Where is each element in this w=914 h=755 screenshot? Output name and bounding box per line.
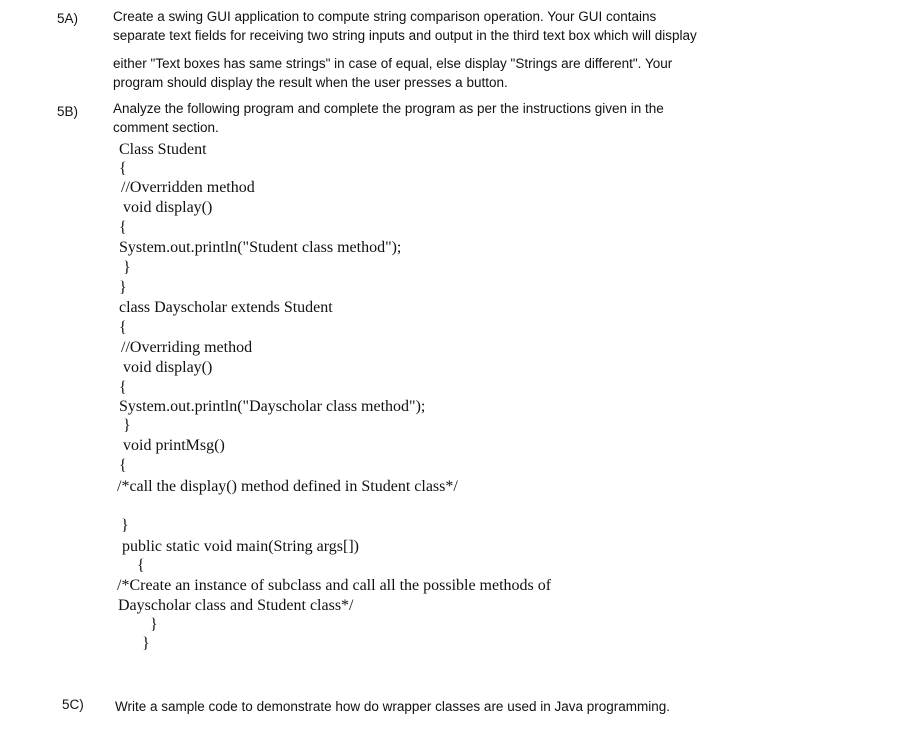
question-5a-line-1: Create a swing GUI application to compute string comparison operation. Your GUI contains: [113, 9, 657, 24]
code-line: }: [150, 616, 158, 633]
code-line: void printMsg(): [123, 437, 225, 454]
question-5a-text: [113, 7, 697, 45]
code-line: void display(): [123, 199, 213, 216]
code-line: {: [119, 379, 127, 396]
code-line: System.out.println("Dayscholar class method");: [119, 398, 426, 415]
question-5a-line-3: either "Text boxes has same strings" in case of equal, else display "Strings are different". Your: [113, 56, 673, 71]
code-line: {: [137, 557, 145, 574]
code-comment: /*call the display() method defined in Student class*/: [117, 478, 458, 495]
code-line: }: [121, 517, 129, 534]
code-line: void display(): [123, 359, 213, 376]
question-5c-number: 5C): [62, 697, 84, 712]
code-line: {: [119, 319, 127, 336]
code-line: System.out.println("Student class method");: [119, 239, 402, 256]
question-5a-number: 5A): [57, 11, 79, 26]
question-5a-text-continued: [113, 54, 672, 92]
code-line: {: [119, 457, 127, 474]
question-5a-line-4: program should display the result when the user presses a button.: [113, 75, 508, 90]
code-comment: //Overriding method: [121, 339, 253, 356]
code-comment: Dayscholar class and Student class*/: [118, 597, 354, 614]
code-line: }: [119, 279, 127, 296]
code-line: }: [123, 259, 131, 276]
question-5b-number: 5B): [57, 104, 79, 119]
code-line: public static void main(String args[]): [122, 538, 359, 555]
code-line: }: [142, 635, 150, 652]
question-5c-text: Write a sample code to demonstrate how do wrapper classes are used in Java programming.: [115, 699, 671, 714]
code-line: {: [119, 219, 127, 236]
code-line: Class Student: [119, 141, 207, 158]
question-5b-text: [113, 99, 664, 137]
code-line: }: [123, 417, 131, 434]
question-5a-line-2: separate text fields for receiving two string inputs and output in the third text box which will display: [113, 28, 697, 43]
question-5b-line-1: Analyze the following program and complete the program as per the instructions given in the: [113, 101, 664, 116]
code-line: {: [119, 160, 127, 177]
code-comment: //Overridden method: [121, 179, 255, 196]
code-comment: /*Create an instance of subclass and call all the possible methods of: [117, 577, 552, 594]
code-line: class Dayscholar extends Student: [119, 299, 333, 316]
question-5b-line-2: comment section.: [113, 120, 219, 135]
